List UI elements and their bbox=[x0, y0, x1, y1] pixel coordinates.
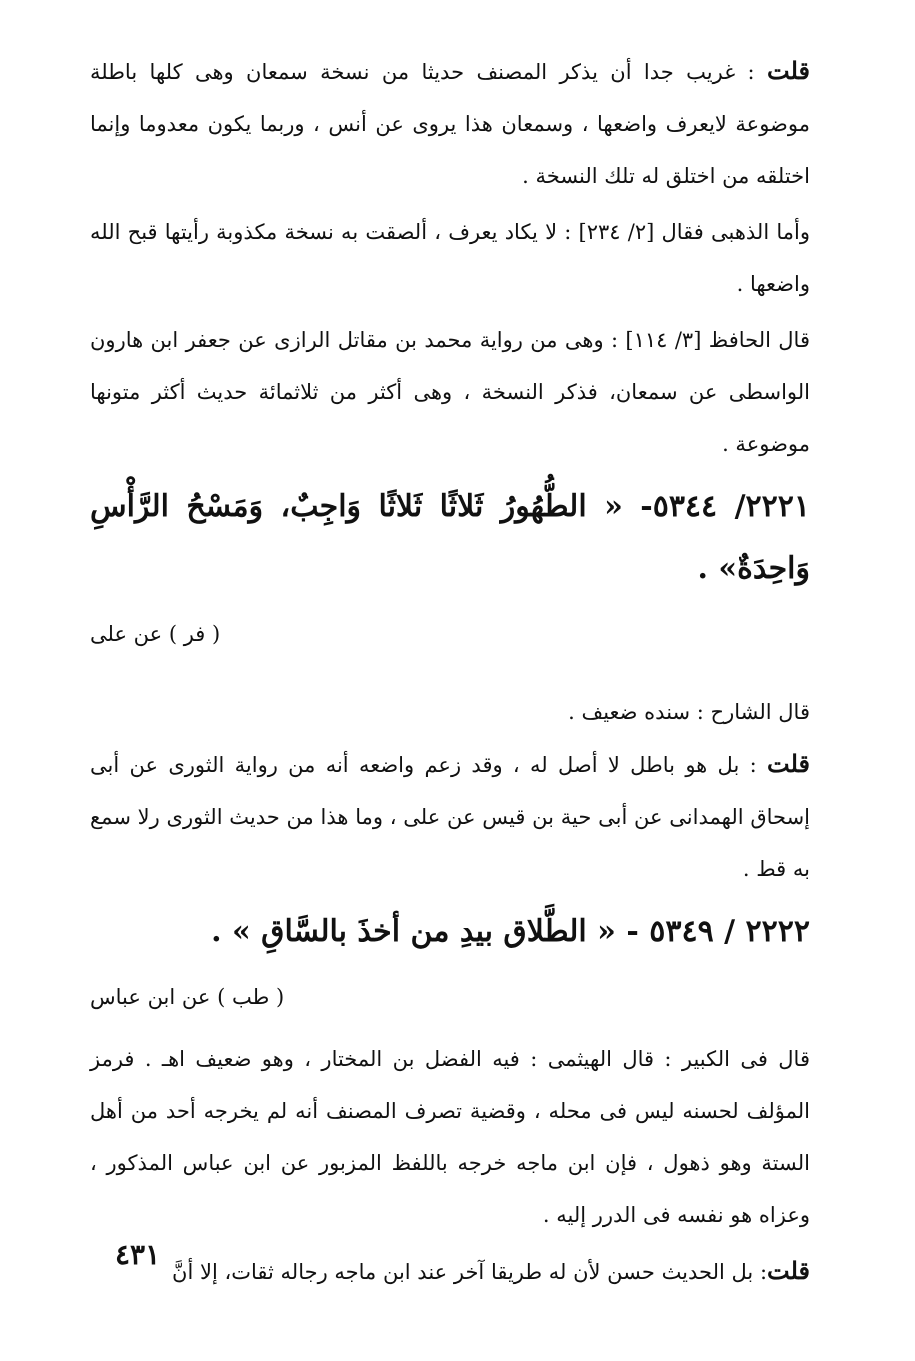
paragraph-6: قال فى الكبير : قال الهيثمى : فيه الفضل بن المختار ، وهو ضعيف اهـ . فرمز المؤلف لحسنه ليس فى محله ، وقضية تصرف المصنف أنه لم يخرجه أحد من أهل الستة وهو ذهول ، فإن ابن ماجه خرجه باللفظ المزبور عن ابن عباس المذكور ، وعزاه هو نفسه فى الدرر إليه . bbox=[90, 1047, 810, 1227]
paragraph-1-text: : غريب جدا أن يذكر المصنف حديثا من نسخة سمعان وهى كلها باطلة موضوعة لايعرف واضعها ، وسمعان هذا يروى عن أنس ، وربما يكون معدوما وإنما اختلقه من اختلق له تلك النسخة . bbox=[90, 60, 810, 188]
page-body bbox=[90, 45, 810, 1298]
source-2221: ( فر ) عن على bbox=[90, 622, 221, 646]
qult-label: قلت bbox=[767, 56, 810, 85]
paragraph-5 bbox=[90, 738, 810, 895]
hadith-2221: ٢٢٢١/ ٥٣٤٤- « الطُّهُورُ ثَلاثًا ثَلاثًا وَاجِبٌ، وَمَسْحُ الرَّأْسِ وَاحِدَةٌ» . bbox=[90, 489, 810, 586]
hadith-2222: ٢٢٢٢ / ٥٣٤٩ - « الطَّلاق بيدِ من أخذَ بالسَّاقِ » . bbox=[211, 914, 810, 949]
paragraph-5-text: : بل هو باطل لا أصل له ، وقد زعم واضعه أنه من رواية الثورى عن أبى إسحاق الهمدانى عن أبى حية بن قيس عن على ، وما هذا من حديث الثورى رلا سمع به قط . bbox=[90, 753, 810, 881]
page-number: ٤٣١ bbox=[115, 1238, 161, 1271]
paragraph-7-text: : بل الحديث حسن لأن له طريقا آخر عند ابن ماجه رجاله ثقات، إلا أنَّ bbox=[172, 1260, 768, 1284]
paragraph-2: وأما الذهبى فقال [٢/ ٢٣٤] : لا يكاد يعرف ، ألصقت به نسخة مكذوبة رأيتها قبح الله واضعها . bbox=[90, 220, 810, 296]
paragraph-7 bbox=[90, 1245, 810, 1298]
paragraph-1 bbox=[90, 45, 810, 202]
qult-label: قلت bbox=[767, 749, 810, 778]
paragraph-3: قال الحافظ [٣/ ١١٤] : وهى من رواية محمد بن مقاتل الرازى عن جعفر ابن هارون الواسطى عن سمعان، فذكر النسخة ، وهى أكثر من ثلاثمائة حديث أكثر متونها موضوعة . bbox=[90, 328, 810, 456]
paragraph-sharih: قال الشارح : سنده ضعيف . bbox=[568, 700, 810, 724]
source-2222: ( طب ) عن ابن عباس bbox=[90, 985, 285, 1009]
qult-label: قلت bbox=[767, 1256, 810, 1285]
